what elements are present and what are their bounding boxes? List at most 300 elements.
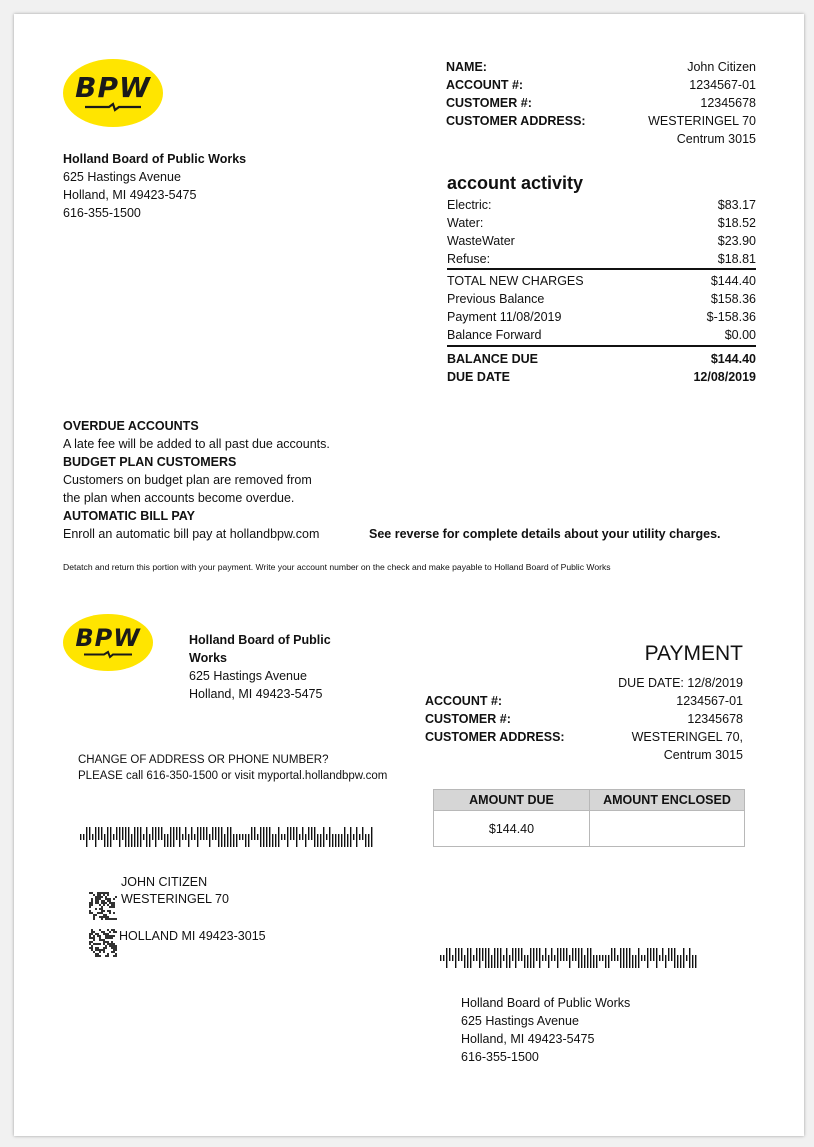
qr-module: [91, 900, 93, 902]
barcode-bar: [593, 955, 594, 968]
qr-module: [115, 955, 117, 957]
barcode-bar: [689, 948, 690, 968]
barcode-bar: [182, 834, 183, 840]
qr-module: [103, 892, 105, 894]
stub-utility-street: 625 Hastings Avenue: [189, 669, 307, 683]
barcode-bar: [551, 948, 552, 961]
qr-module: [93, 914, 95, 916]
qr-module: [91, 933, 93, 935]
qr-module: [97, 898, 99, 900]
barcode-bar: [617, 955, 618, 961]
utility-address: [63, 150, 246, 222]
amount-table: [433, 789, 745, 847]
qr-module: [99, 916, 101, 918]
qr-module: [99, 935, 101, 937]
barcode-bar: [368, 834, 369, 847]
qr-module: [89, 935, 91, 937]
barcode-bar: [620, 948, 621, 968]
qr-module: [103, 951, 105, 953]
barcode-bar: [605, 955, 606, 968]
barcode-bar: [323, 827, 324, 847]
qr-module: [97, 900, 99, 902]
barcode-bar: [305, 834, 306, 847]
account-label: ACCOUNT #:: [446, 78, 524, 92]
return-street: 625 Hastings Avenue: [461, 1014, 579, 1028]
qr-module: [111, 951, 113, 953]
qr-module: [111, 943, 113, 945]
barcode-bar: [245, 834, 246, 847]
qr-module: [109, 931, 111, 933]
qr-module: [97, 902, 99, 904]
qr-module: [109, 945, 111, 947]
qr-module: [103, 931, 105, 933]
qr-module: [109, 918, 111, 920]
qr-module: [95, 900, 97, 902]
barcode-bar: [248, 834, 249, 847]
barcode-bar: [275, 834, 276, 847]
utility-city: Holland, MI 49423-5475: [63, 188, 197, 202]
name-value: John Citizen: [687, 60, 756, 74]
barcode-bar: [308, 827, 309, 840]
lightning-icon: [82, 650, 134, 659]
barcode-bar: [269, 827, 270, 847]
barcode-bar: [494, 948, 495, 968]
barcode-bar: [122, 827, 123, 840]
barcode-bar: [467, 948, 468, 968]
qr-module: [111, 937, 113, 939]
return-name: Holland Board of Public Works: [461, 996, 631, 1010]
stub-address-label: CUSTOMER ADDRESS:: [425, 730, 565, 744]
barcode-bar: [359, 834, 360, 840]
barcode-bar: [635, 955, 636, 968]
barcode-bar: [314, 827, 315, 847]
barcode-bar: [611, 948, 612, 961]
qr-module: [113, 904, 115, 906]
qr-module: [93, 943, 95, 945]
qr-module: [105, 896, 107, 898]
qr-module: [91, 902, 93, 904]
qr-module: [97, 912, 99, 914]
barcode-bar: [164, 834, 165, 847]
qr-module: [91, 931, 93, 933]
qr-module: [103, 943, 105, 945]
qr-module: [103, 939, 105, 941]
barcode-bar: [608, 955, 609, 968]
barcode-bar: [572, 948, 573, 961]
barcode-bar: [563, 948, 564, 961]
qr-module: [97, 953, 99, 955]
barcode-bar: [683, 948, 684, 968]
qr-module: [113, 951, 115, 953]
qr-module: [113, 935, 115, 937]
qr-module: [107, 929, 109, 931]
barcode-bar: [527, 955, 528, 968]
qr-module: [103, 902, 105, 904]
summary-list: [447, 272, 756, 344]
qr-module: [109, 898, 111, 900]
payment-title: PAYMENT: [644, 642, 743, 665]
activity-title: account activity: [447, 173, 584, 193]
qr-module: [111, 941, 113, 943]
qr-module: [111, 918, 113, 920]
barcode-bar: [440, 955, 441, 961]
barcode-bar: [638, 948, 639, 968]
barcode-bar: [452, 955, 453, 961]
qr-module: [111, 906, 113, 908]
barcode-bar: [548, 955, 549, 968]
amount-due-value: $144.40: [434, 811, 590, 847]
barcode-bar: [239, 834, 240, 840]
barcode-bar: [263, 827, 264, 847]
qr-module: [99, 929, 101, 931]
barcode-bar: [311, 827, 312, 840]
barcode-bar: [194, 834, 195, 840]
barcode-bar: [584, 955, 585, 968]
barcode-bar: [671, 948, 672, 961]
summary-row: TOTAL NEW CHARGES $144.40: [447, 274, 756, 288]
qr-module: [103, 914, 105, 916]
customer-value: 12345678: [700, 96, 756, 110]
barcode-bar: [92, 834, 93, 840]
barcode-bar: [545, 948, 546, 961]
barcode-bar: [647, 948, 648, 968]
barcode-bar: [602, 955, 603, 961]
stub-address-line1: WESTERINGEL 70,: [631, 730, 743, 744]
barcode-bar: [443, 955, 444, 961]
barcode-bar: [692, 955, 693, 968]
barcode-bar: [470, 948, 471, 968]
qr-module: [113, 945, 115, 947]
barcode-bar: [512, 948, 513, 961]
qr-module: [95, 949, 97, 951]
qr-module: [89, 912, 91, 914]
qr-module: [95, 955, 97, 957]
qr-module: [95, 908, 97, 910]
summary-row: Balance Forward $0.00: [447, 328, 756, 342]
barcode-bar: [296, 827, 297, 847]
barcode-bar: [341, 834, 342, 847]
charge-row: Refuse: $18.81: [447, 252, 756, 266]
barcode-bar: [146, 827, 147, 847]
amount-due-header: AMOUNT DUE: [434, 790, 590, 811]
amount-enclosed-field[interactable]: [590, 811, 745, 847]
barcode-bar: [515, 948, 516, 968]
qr-module: [99, 955, 101, 957]
barcode-bar: [221, 827, 222, 847]
stub-address-line2: Centrum 3015: [663, 748, 743, 762]
qr-module: [99, 943, 101, 945]
budget-title: BUDGET PLAN CUSTOMERS: [63, 455, 237, 469]
barcode-bar: [143, 834, 144, 840]
barcode-bar: [191, 827, 192, 840]
barcode-bar: [365, 834, 366, 847]
qr-module: [99, 898, 101, 900]
barcode-bar: [446, 948, 447, 968]
barcode-bar: [653, 948, 654, 961]
barcode-bar: [260, 827, 261, 847]
barcode-bar: [284, 834, 285, 840]
qr-module: [113, 898, 115, 900]
qr-module: [95, 914, 97, 916]
barcode-bar: [185, 827, 186, 840]
barcode-bar: [110, 827, 111, 847]
barcode-bar: [476, 948, 477, 961]
qr-module: [113, 931, 115, 933]
barcode-bar: [566, 948, 567, 961]
qr-module: [107, 892, 109, 894]
change-text: PLEASE call 616-350-1500 or visit myportal.hollandbpw.com: [78, 770, 388, 782]
barcode-bar: [506, 948, 507, 968]
qr-module: [109, 943, 111, 945]
qr-module: [109, 906, 111, 908]
qr-module: [109, 912, 111, 914]
qr-module: [105, 916, 107, 918]
stub-utility-name: Works: [189, 651, 227, 665]
qr-module: [107, 955, 109, 957]
qr-module: [113, 955, 115, 957]
balance-block: [447, 350, 756, 386]
qr-module: [97, 955, 99, 957]
qr-module: [103, 894, 105, 896]
qr-module: [105, 955, 107, 957]
qr-module: [101, 931, 103, 933]
qr-module: [91, 945, 93, 947]
qr-module: [107, 933, 109, 935]
barcode-bar: [152, 827, 153, 840]
qr-module: [105, 902, 107, 904]
barcode-bar: [104, 834, 105, 847]
qr-module: [95, 943, 97, 945]
barcode-bar: [599, 955, 600, 961]
barcode-bar: [497, 948, 498, 968]
barcode-bar: [233, 834, 234, 847]
return-phone: 616-355-1500: [461, 1050, 539, 1064]
barcode-bar: [659, 955, 660, 961]
name-label: NAME:: [446, 60, 487, 74]
barcode-bar: [197, 827, 198, 847]
barcode-bar: [629, 948, 630, 968]
notices: [63, 417, 330, 543]
barcode-bar: [119, 827, 120, 847]
stub-account-value: 1234567-01: [676, 694, 743, 708]
qr-module: [91, 949, 93, 951]
due-date-value: 12/08/2019: [693, 370, 756, 384]
barcode-bar: [83, 834, 84, 840]
qr-module: [103, 933, 105, 935]
barcode-bar: [458, 948, 459, 961]
barcode-bar: [557, 948, 558, 968]
barcode-bar: [554, 955, 555, 961]
barcode-bar: [218, 827, 219, 847]
qr-module: [101, 918, 103, 920]
barcode-bar: [482, 948, 483, 961]
barcode-bar: [86, 827, 87, 847]
barcode-bar: [500, 948, 501, 968]
barcode-bar: [503, 955, 504, 961]
qr-module: [111, 902, 113, 904]
qr-module: [93, 939, 95, 941]
qr-module: [95, 947, 97, 949]
charges-list: [447, 196, 756, 268]
barcode-bar: [149, 834, 150, 847]
stub-due-date: DUE DATE: 12/8/2019: [618, 676, 743, 690]
qr-module: [101, 892, 103, 894]
barcode-bar: [203, 827, 204, 840]
barcode-bar: [371, 827, 372, 847]
charge-row: Water: $18.52: [447, 216, 756, 230]
qr-module: [97, 949, 99, 951]
barcode-bar: [674, 948, 675, 968]
qr-module: [107, 918, 109, 920]
change-title: CHANGE OF ADDRESS OR PHONE NUMBER?: [78, 754, 329, 766]
amount-enclosed-header: AMOUNT ENCLOSED: [590, 790, 745, 811]
qr-module: [101, 896, 103, 898]
stub-utility-city: Holland, MI 49423-5475: [189, 687, 323, 701]
qr-module: [103, 949, 105, 951]
barcode-bar: [623, 948, 624, 968]
barcode-bar: [170, 827, 171, 847]
barcode-bar: [350, 827, 351, 847]
qr-module: [95, 902, 97, 904]
qr-module: [115, 949, 117, 951]
qr-module: [103, 916, 105, 918]
barcode-bar: [626, 948, 627, 968]
qr-module: [107, 898, 109, 900]
qr-module: [107, 937, 109, 939]
mail-name: JOHN CITIZEN: [121, 875, 208, 889]
barcode-icon: [80, 827, 376, 847]
barcode-bar: [656, 948, 657, 968]
qr-module: [115, 896, 117, 898]
qr-module: [101, 949, 103, 951]
barcode-bar: [116, 827, 117, 840]
balance-due-value: $144.40: [710, 352, 756, 366]
barcode-bar: [518, 948, 519, 961]
barcode-bar: [272, 834, 273, 847]
qr-module: [93, 916, 95, 918]
barcode-bar: [224, 834, 225, 847]
qr-module: [101, 916, 103, 918]
qr-module: [115, 947, 117, 949]
qr-module: [105, 898, 107, 900]
qr-module: [91, 937, 93, 939]
qr-module: [97, 894, 99, 896]
barcode-bar: [113, 834, 114, 840]
qr-module: [93, 894, 95, 896]
barcode-bar: [530, 948, 531, 968]
qr-module: [105, 933, 107, 935]
qr-module: [113, 902, 115, 904]
barcode-bar: [290, 827, 291, 840]
barcode-bar: [137, 827, 138, 847]
barcode-bar: [95, 827, 96, 847]
qr-module: [89, 947, 91, 949]
divider: [447, 345, 756, 347]
qr-module: [103, 947, 105, 949]
barcode-bar: [134, 827, 135, 847]
stub-account-label: ACCOUNT #:: [425, 694, 503, 708]
barcode-bar: [641, 955, 642, 961]
barcode-bar: [188, 834, 189, 847]
barcode-bar: [569, 955, 570, 968]
qr-module: [95, 898, 97, 900]
qr-module: [99, 896, 101, 898]
qr-module: [103, 904, 105, 906]
qr-module: [105, 947, 107, 949]
barcode-icon: [440, 948, 698, 968]
barcode-bar: [254, 827, 255, 840]
qr-module: [113, 943, 115, 945]
barcode-bar: [209, 834, 210, 847]
barcode-bar: [329, 827, 330, 847]
qr-module: [97, 933, 99, 935]
qr-module: [113, 947, 115, 949]
barcode-bar: [533, 948, 534, 968]
barcode-bar: [356, 827, 357, 847]
barcode-bar: [242, 834, 243, 840]
qr-module: [111, 935, 113, 937]
barcode-bar: [161, 827, 162, 840]
overdue-text: A late fee will be added to all past due accounts.: [63, 437, 330, 451]
autopay-text: Enroll an automatic bill pay at hollandbpw.com: [63, 527, 320, 541]
qr-module: [95, 896, 97, 898]
qr-module: [113, 929, 115, 931]
barcode-bar: [485, 948, 486, 968]
qr-module: [91, 892, 93, 894]
barcode-bar: [662, 948, 663, 961]
bpw-logo-icon: BPW: [63, 614, 153, 671]
barcode-bar: [230, 827, 231, 847]
qr-module: [99, 939, 101, 941]
barcode-bar: [449, 948, 450, 961]
qr-module: [107, 894, 109, 896]
qr-module: [107, 910, 109, 912]
barcode-bar: [158, 827, 159, 840]
barcode-bar: [455, 948, 456, 968]
qr-module: [113, 949, 115, 951]
barcode-bar: [578, 948, 579, 968]
summary-row: Payment 11/08/2019 $-158.36: [447, 310, 756, 324]
return-address: [461, 994, 630, 1066]
qr-module: [99, 951, 101, 953]
qr-module: [99, 908, 101, 910]
qr-module: [111, 945, 113, 947]
qr-module: [93, 918, 95, 920]
customer-info: [446, 58, 756, 148]
barcode-bar: [473, 955, 474, 961]
qr-module: [111, 929, 113, 931]
barcode-bar: [200, 827, 201, 840]
barcode-bar: [596, 955, 597, 968]
utility-name: Holland Board of Public Works: [63, 152, 247, 166]
barcode-bar: [179, 827, 180, 847]
qr-module: [89, 906, 91, 908]
barcode-bar: [155, 827, 156, 847]
qr-module: [97, 896, 99, 898]
barcode-bar: [89, 827, 90, 840]
qr-module: [105, 945, 107, 947]
account-value: 1234567-01: [689, 78, 756, 92]
barcode-bar: [173, 827, 174, 847]
barcode-bar: [215, 827, 216, 840]
qr-module: [107, 953, 109, 955]
address-line1: WESTERINGEL 70: [648, 114, 756, 128]
qr-module: [101, 906, 103, 908]
barcode-bar: [665, 955, 666, 968]
qr-module: [95, 933, 97, 935]
barcode-bar: [176, 827, 177, 840]
barcode-bar: [491, 955, 492, 968]
